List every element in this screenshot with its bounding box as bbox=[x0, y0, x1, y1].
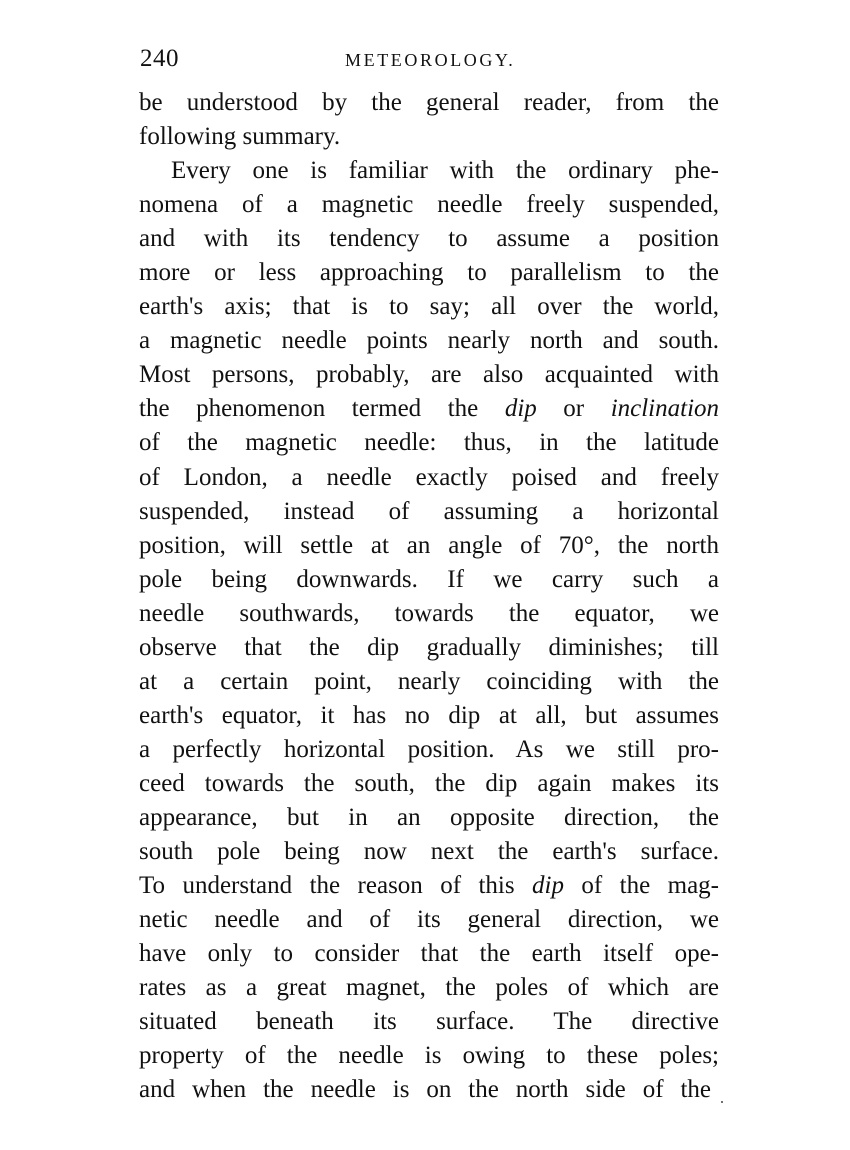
text-line: observe that the dip gradually diminishes; till bbox=[139, 633, 719, 661]
text-line: netic needle and of its general direction, we bbox=[139, 906, 719, 934]
text-line: south pole being now next the earth's surface. bbox=[139, 838, 719, 866]
text-line: position, will settle at an angle of 70°, the north bbox=[139, 531, 719, 559]
text-line: To understand the reason of this dip of the mag- bbox=[139, 872, 719, 900]
text-line: needle southwards, towards the equator, we bbox=[139, 599, 719, 627]
italic-term: dip bbox=[532, 872, 564, 900]
text-line: rates as a great magnet, the poles of which are bbox=[139, 974, 719, 1002]
print-speck bbox=[721, 1101, 723, 1103]
body-text bbox=[139, 86, 719, 1107]
text-line: ceed towards the south, the dip again makes its bbox=[139, 769, 719, 797]
text-line: following summary. bbox=[139, 123, 341, 151]
text-line: Most persons, probably, are also acquainted with bbox=[139, 361, 719, 389]
text-line: appearance, but in an opposite direction, the bbox=[139, 803, 719, 831]
text-line: and with its tendency to assume a position bbox=[139, 225, 719, 253]
text-line: earth's equator, it has no dip at all, but assumes bbox=[139, 701, 719, 729]
running-title: METEOROLOGY. bbox=[345, 50, 516, 70]
text-line: pole being downwards. If we carry such a bbox=[139, 565, 719, 593]
italic-term: inclination bbox=[610, 395, 719, 423]
page-number: 240 bbox=[140, 45, 179, 72]
running-head bbox=[140, 44, 720, 78]
italic-term: dip bbox=[504, 395, 537, 423]
text-line: situated beneath its surface. The directive bbox=[139, 1008, 719, 1036]
text-line: of the magnetic needle: thus, in the latitude bbox=[139, 429, 719, 457]
text-line: be understood by the general reader, from the bbox=[139, 89, 719, 116]
text-line: suspended, instead of assuming a horizontal bbox=[139, 497, 719, 525]
text-line: the phenomenon termed the dip or inclination bbox=[139, 395, 719, 423]
text-line: have only to consider that the earth itself ope- bbox=[139, 940, 719, 968]
text-line: earth's axis; that is to say; all over the world, bbox=[139, 293, 719, 321]
text-line: more or less approaching to parallelism to the bbox=[139, 259, 719, 287]
text-line: at a certain point, nearly coinciding with the bbox=[139, 667, 719, 695]
paragraph-first-line: Every one is familiar with the ordinary phe- bbox=[171, 157, 719, 185]
text-line: nomena of a magnetic needle freely suspended, bbox=[139, 191, 719, 219]
text-line: property of the needle is owing to these poles; bbox=[139, 1042, 719, 1070]
text-line: of London, a needle exactly poised and freely bbox=[139, 463, 719, 491]
text-line: and when the needle is on the north side of the bbox=[139, 1076, 711, 1104]
text-line: a magnetic needle points nearly north and south. bbox=[139, 327, 719, 355]
text-line: a perfectly horizontal position. As we still pro- bbox=[139, 735, 719, 763]
